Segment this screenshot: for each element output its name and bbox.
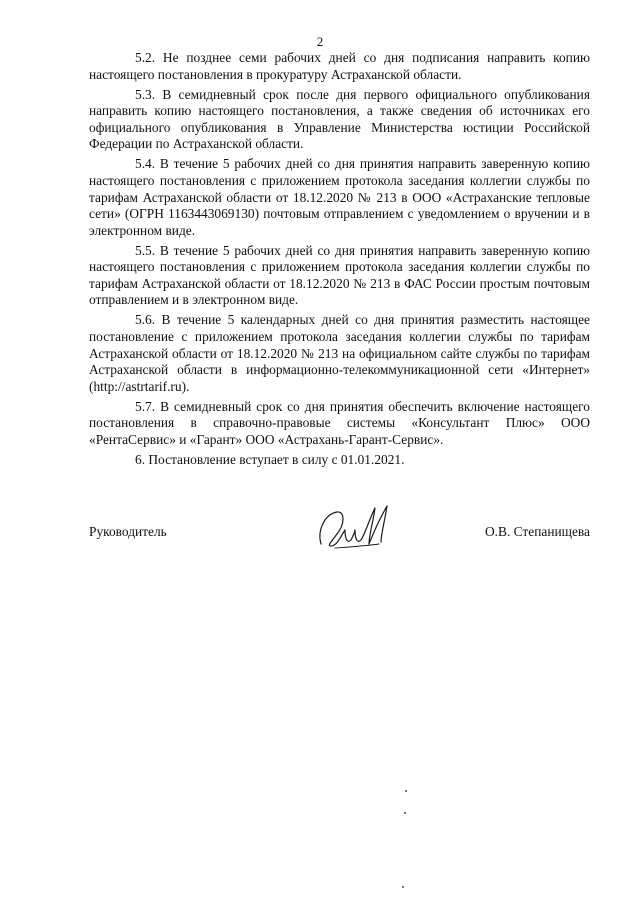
- paragraph-5-4: 5.4. В течение 5 рабочих дней со дня принятия направить заверенную копию настоящего постановления с приложением протокола заседания коллегии службы по тарифам Астраханской области от 18.12.2020 № 213 в ООО «Астраханские тепловые сети» (ОГРН 1163443069130) почтовым отправлением с уведомлением о вручении и в электронном виде.: [89, 156, 590, 238]
- paragraph-5-5: 5.5. В течение 5 рабочих дней со дня принятия направить заверенную копию настоящего постановления с приложением протокола заседания коллегии службы по тарифам Астраханской области от 18.12.2020 № 213 в ФАС России простым почтовым отправлением и в электронном виде.: [89, 242, 590, 308]
- paragraph-5-2: 5.2. Не позднее семи рабочих дней со дня подписания направить копию настоящего постановления в прокуратуру Астраханской области.: [89, 50, 590, 82]
- scan-speck: [402, 886, 404, 888]
- paragraph-5-6: 5.6. В течение 5 календарных дней со дня принятия разместить настоящее постановление с приложением протокола заседания коллегии службы по тарифам Астраханской области от 18.12.2020 № 213 на официальном сайте службы по тарифам Астраханской области в информационно-телекоммуникационной сети «Интернет» (http://astrtarif.ru).: [89, 312, 590, 394]
- scan-speck: [404, 812, 406, 814]
- paragraph-5-7: 5.7. В семидневный срок со дня принятия обеспечить включение настоящего постановления в справочно-правовые системы «Консультант Плюс» ООО «РентаСервис» и «Гарант» ООО «Астрахань-Гарант-Сервис».: [89, 398, 590, 448]
- handwritten-signature: [315, 500, 405, 554]
- scan-speck: [405, 790, 407, 792]
- page-number: 2: [316, 34, 324, 49]
- document-body: [89, 50, 590, 472]
- paragraph-6: 6. Постановление вступает в силу с 01.01.2021.: [135, 452, 405, 467]
- signatory-name: О.В. Степанищева: [485, 524, 590, 539]
- paragraph-5-3: 5.3. В семидневный срок после дня первого официального опубликования направить копию настоящего постановления, а также сведения об источниках его официального опубликования в Управление Министерства юстиции Российской Федерации по Астраханской области.: [89, 86, 590, 152]
- signature-block: [89, 500, 590, 560]
- signatory-title: Руководитель: [89, 524, 167, 539]
